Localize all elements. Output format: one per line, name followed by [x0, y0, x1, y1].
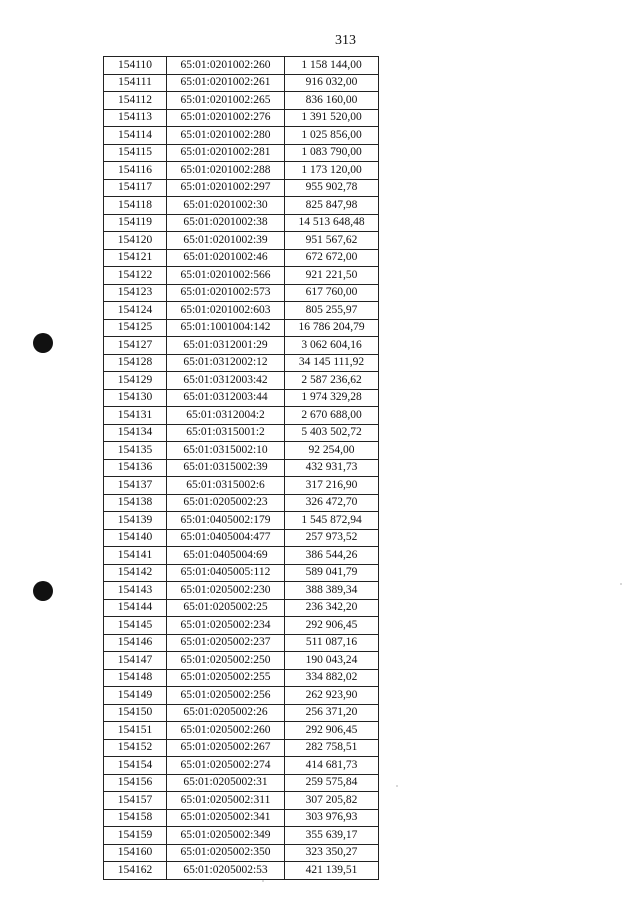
scan-speck — [620, 583, 622, 585]
table-row — [104, 617, 379, 635]
row-number-cell: 154117 — [104, 179, 167, 197]
row-number-cell: 154111 — [104, 74, 167, 92]
cadastral-value-cell: 589 041,79 — [285, 564, 379, 582]
cadastral-number-cell: 65:01:0201002:281 — [167, 144, 285, 162]
row-number-cell: 154150 — [104, 704, 167, 722]
table-row — [104, 372, 379, 390]
cadastral-value-cell: 307 205,82 — [285, 792, 379, 810]
row-number-cell: 154146 — [104, 634, 167, 652]
page-number: 313 — [335, 33, 356, 48]
table-row — [104, 407, 379, 425]
cadastral-value-cell: 355 639,17 — [285, 827, 379, 845]
cadastral-number-cell: 65:01:0315002:39 — [167, 459, 285, 477]
table-row — [104, 302, 379, 320]
cadastral-value-cell: 1 545 872,94 — [285, 512, 379, 530]
row-number-cell: 154136 — [104, 459, 167, 477]
table-row — [104, 179, 379, 197]
table-body — [104, 57, 379, 880]
table-row — [104, 529, 379, 547]
cadastral-number-cell: 65:01:0312003:44 — [167, 389, 285, 407]
cadastral-value-cell: 2 587 236,62 — [285, 372, 379, 390]
table-row — [104, 109, 379, 127]
row-number-cell: 154123 — [104, 284, 167, 302]
cadastral-value-cell: 432 931,73 — [285, 459, 379, 477]
row-number-cell: 154142 — [104, 564, 167, 582]
cadastral-number-cell: 65:01:0201002:38 — [167, 214, 285, 232]
cadastral-number-cell: 65:01:0201002:261 — [167, 74, 285, 92]
cadastral-number-cell: 65:01:0205002:260 — [167, 722, 285, 740]
cadastral-value-cell: 334 882,02 — [285, 669, 379, 687]
cadastral-number-cell: 65:01:0405002:179 — [167, 512, 285, 530]
cadastral-value-cell: 1 158 144,00 — [285, 57, 379, 75]
table-row — [104, 599, 379, 617]
cadastral-number-cell: 65:01:0205002:23 — [167, 494, 285, 512]
cadastral-number-cell: 65:01:0201002:276 — [167, 109, 285, 127]
row-number-cell: 154154 — [104, 757, 167, 775]
cadastral-number-cell: 65:01:0201002:46 — [167, 249, 285, 267]
cadastral-number-cell: 65:01:0201002:39 — [167, 232, 285, 250]
cadastral-value-cell: 955 902,78 — [285, 179, 379, 197]
table-row — [104, 844, 379, 862]
table-row — [104, 92, 379, 110]
row-number-cell: 154147 — [104, 652, 167, 670]
row-number-cell: 154112 — [104, 92, 167, 110]
row-number-cell: 154148 — [104, 669, 167, 687]
table-row — [104, 739, 379, 757]
cadastral-number-cell: 65:01:0405004:477 — [167, 529, 285, 547]
row-number-cell: 154158 — [104, 809, 167, 827]
table-row — [104, 232, 379, 250]
cadastral-number-cell: 65:01:0205002:311 — [167, 792, 285, 810]
cadastral-value-cell: 1 173 120,00 — [285, 162, 379, 180]
cadastral-number-cell: 65:01:0201002:603 — [167, 302, 285, 320]
row-number-cell: 154144 — [104, 599, 167, 617]
cadastral-value-cell: 326 472,70 — [285, 494, 379, 512]
cadastral-number-cell: 65:01:0312001:29 — [167, 337, 285, 355]
table-row — [104, 127, 379, 145]
scan-speck — [396, 785, 398, 787]
cadastral-number-cell: 65:01:0315002:6 — [167, 477, 285, 495]
table-row — [104, 424, 379, 442]
table-row — [104, 57, 379, 75]
row-number-cell: 154129 — [104, 372, 167, 390]
cadastral-number-cell: 65:01:0205002:341 — [167, 809, 285, 827]
cadastral-value-cell: 511 087,16 — [285, 634, 379, 652]
table-row — [104, 354, 379, 372]
table-row — [104, 197, 379, 215]
row-number-cell: 154157 — [104, 792, 167, 810]
cadastral-value-cell: 317 216,90 — [285, 477, 379, 495]
cadastral-value-cell: 257 973,52 — [285, 529, 379, 547]
cadastral-number-cell: 65:01:0405004:69 — [167, 547, 285, 565]
cadastral-value-cell: 1 083 790,00 — [285, 144, 379, 162]
cadastral-value-cell: 256 371,20 — [285, 704, 379, 722]
cadastral-value-cell: 1 974 329,28 — [285, 389, 379, 407]
table-row — [104, 494, 379, 512]
row-number-cell: 154122 — [104, 267, 167, 285]
cadastral-number-cell: 65:01:0205002:237 — [167, 634, 285, 652]
cadastral-value-cell: 92 254,00 — [285, 442, 379, 460]
cadastral-number-cell: 65:01:0201002:297 — [167, 179, 285, 197]
cadastral-number-cell: 65:01:0201002:566 — [167, 267, 285, 285]
row-number-cell: 154152 — [104, 739, 167, 757]
table-row — [104, 477, 379, 495]
cadastral-value-cell: 292 906,45 — [285, 617, 379, 635]
table-row — [104, 704, 379, 722]
row-number-cell: 154159 — [104, 827, 167, 845]
cadastral-value-cell: 14 513 648,48 — [285, 214, 379, 232]
cadastral-number-cell: 65:01:0201002:265 — [167, 92, 285, 110]
cadastral-value-cell: 259 575,84 — [285, 774, 379, 792]
cadastral-number-cell: 65:01:0312004:2 — [167, 407, 285, 425]
cadastral-value-cell: 421 139,51 — [285, 862, 379, 880]
cadastral-value-cell: 1 391 520,00 — [285, 109, 379, 127]
row-number-cell: 154130 — [104, 389, 167, 407]
table-row — [104, 512, 379, 530]
cadastral-number-cell: 65:01:0205002:230 — [167, 582, 285, 600]
table-row — [104, 389, 379, 407]
table-row — [104, 74, 379, 92]
cadastral-value-cell: 3 062 604,16 — [285, 337, 379, 355]
row-number-cell: 154114 — [104, 127, 167, 145]
cadastral-number-cell: 65:01:0315002:10 — [167, 442, 285, 460]
table-row — [104, 459, 379, 477]
table-row — [104, 652, 379, 670]
cadastral-number-cell: 65:01:0315001:2 — [167, 424, 285, 442]
table-row — [104, 284, 379, 302]
row-number-cell: 154149 — [104, 687, 167, 705]
cadastral-value-cell: 262 923,90 — [285, 687, 379, 705]
cadastral-number-cell: 65:01:0205002:349 — [167, 827, 285, 845]
cadastral-number-cell: 65:01:0405005:112 — [167, 564, 285, 582]
cadastral-value-cell: 5 403 502,72 — [285, 424, 379, 442]
row-number-cell: 154137 — [104, 477, 167, 495]
cadastral-number-cell: 65:01:0201002:260 — [167, 57, 285, 75]
row-number-cell: 154110 — [104, 57, 167, 75]
row-number-cell: 154145 — [104, 617, 167, 635]
row-number-cell: 154113 — [104, 109, 167, 127]
cadastral-number-cell: 65:01:0205002:267 — [167, 739, 285, 757]
cadastral-number-cell: 65:01:0312003:42 — [167, 372, 285, 390]
table-row — [104, 862, 379, 880]
row-number-cell: 154156 — [104, 774, 167, 792]
row-number-cell: 154120 — [104, 232, 167, 250]
row-number-cell: 154138 — [104, 494, 167, 512]
cadastral-number-cell: 65:01:0205002:256 — [167, 687, 285, 705]
cadastral-number-cell: 65:01:0201002:30 — [167, 197, 285, 215]
row-number-cell: 154139 — [104, 512, 167, 530]
table-row — [104, 144, 379, 162]
table-row — [104, 722, 379, 740]
cadastral-number-cell: 65:01:0312002:12 — [167, 354, 285, 372]
row-number-cell: 154151 — [104, 722, 167, 740]
row-number-cell: 154160 — [104, 844, 167, 862]
cadastral-number-cell: 65:01:0205002:234 — [167, 617, 285, 635]
row-number-cell: 154119 — [104, 214, 167, 232]
table-row — [104, 214, 379, 232]
table-row — [104, 669, 379, 687]
cadastral-value-cell: 16 786 204,79 — [285, 319, 379, 337]
table-row — [104, 809, 379, 827]
cadastral-value-cell: 386 544,26 — [285, 547, 379, 565]
cadastral-number-cell: 65:01:0205002:250 — [167, 652, 285, 670]
row-number-cell: 154162 — [104, 862, 167, 880]
cadastral-value-cell: 414 681,73 — [285, 757, 379, 775]
cadastral-number-cell: 65:01:0205002:274 — [167, 757, 285, 775]
row-number-cell: 154115 — [104, 144, 167, 162]
cadastral-value-cell: 825 847,98 — [285, 197, 379, 215]
table-row — [104, 162, 379, 180]
row-number-cell: 154143 — [104, 582, 167, 600]
table-row — [104, 827, 379, 845]
table-row — [104, 267, 379, 285]
cadastral-value-cell: 1 025 856,00 — [285, 127, 379, 145]
cadastral-number-cell: 65:01:0205002:255 — [167, 669, 285, 687]
cadastral-value-cell: 921 221,50 — [285, 267, 379, 285]
cadastral-number-cell: 65:01:0201002:288 — [167, 162, 285, 180]
cadastral-value-cell: 388 389,34 — [285, 582, 379, 600]
cadastral-number-cell: 65:01:1001004:142 — [167, 319, 285, 337]
row-number-cell: 154141 — [104, 547, 167, 565]
table-row — [104, 757, 379, 775]
row-number-cell: 154127 — [104, 337, 167, 355]
cadastral-number-cell: 65:01:0201002:573 — [167, 284, 285, 302]
table-row — [104, 319, 379, 337]
cadastral-value-cell: 323 350,27 — [285, 844, 379, 862]
cadastral-value-cell: 836 160,00 — [285, 92, 379, 110]
table-row — [104, 582, 379, 600]
cadastral-number-cell: 65:01:0205002:31 — [167, 774, 285, 792]
cadastral-number-cell: 65:01:0205002:350 — [167, 844, 285, 862]
binder-hole-mark — [33, 581, 53, 601]
table-row — [104, 442, 379, 460]
table-row — [104, 774, 379, 792]
cadastral-value-cell: 292 906,45 — [285, 722, 379, 740]
table-row — [104, 687, 379, 705]
table-row — [104, 249, 379, 267]
cadastral-value-cell: 303 976,93 — [285, 809, 379, 827]
row-number-cell: 154125 — [104, 319, 167, 337]
cadastral-value-cell: 951 567,62 — [285, 232, 379, 250]
cadastral-value-table — [103, 56, 379, 880]
table-row — [104, 634, 379, 652]
binder-hole-mark — [33, 333, 53, 353]
cadastral-value-cell: 236 342,20 — [285, 599, 379, 617]
cadastral-number-cell: 65:01:0205002:26 — [167, 704, 285, 722]
cadastral-value-cell: 617 760,00 — [285, 284, 379, 302]
row-number-cell: 154121 — [104, 249, 167, 267]
table-row — [104, 564, 379, 582]
cadastral-value-cell: 34 145 111,92 — [285, 354, 379, 372]
scan-speck — [262, 880, 264, 882]
table-row — [104, 547, 379, 565]
cadastral-value-cell: 282 758,51 — [285, 739, 379, 757]
cadastral-value-cell: 190 043,24 — [285, 652, 379, 670]
row-number-cell: 154116 — [104, 162, 167, 180]
table-row — [104, 792, 379, 810]
row-number-cell: 154134 — [104, 424, 167, 442]
cadastral-value-cell: 2 670 688,00 — [285, 407, 379, 425]
cadastral-value-cell: 805 255,97 — [285, 302, 379, 320]
table-row — [104, 337, 379, 355]
row-number-cell: 154131 — [104, 407, 167, 425]
cadastral-number-cell: 65:01:0205002:25 — [167, 599, 285, 617]
cadastral-number-cell: 65:01:0201002:280 — [167, 127, 285, 145]
row-number-cell: 154124 — [104, 302, 167, 320]
cadastral-number-cell: 65:01:0205002:53 — [167, 862, 285, 880]
cadastral-value-cell: 672 672,00 — [285, 249, 379, 267]
cadastral-value-cell: 916 032,00 — [285, 74, 379, 92]
row-number-cell: 154118 — [104, 197, 167, 215]
row-number-cell: 154128 — [104, 354, 167, 372]
row-number-cell: 154135 — [104, 442, 167, 460]
row-number-cell: 154140 — [104, 529, 167, 547]
